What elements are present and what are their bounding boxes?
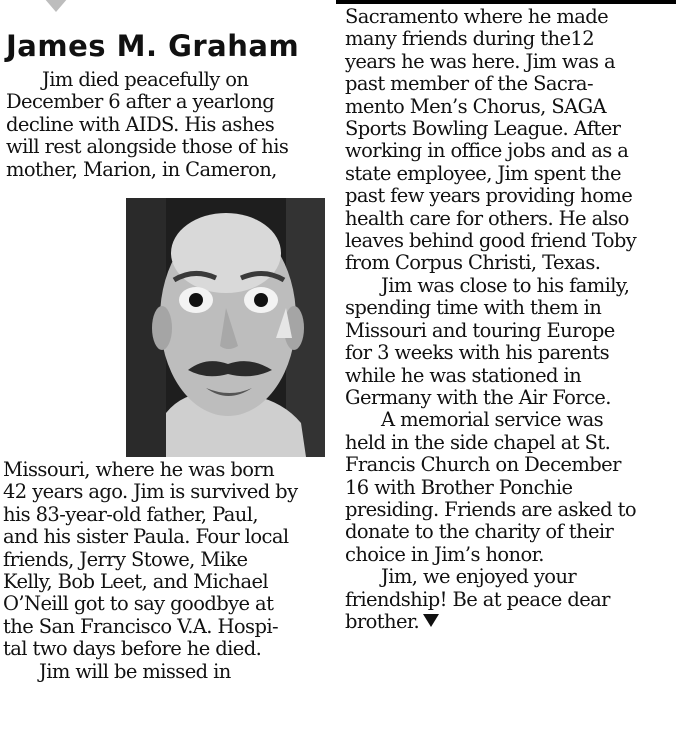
paragraph-line: leaves behind good friend Toby (345, 229, 637, 253)
paragraph-line: A memorial service was (381, 408, 604, 432)
paragraph-line: friends, Jerry Stowe, Mike (3, 547, 248, 571)
paragraph-line: mento Men’s Chorus, SAGA (345, 94, 607, 118)
paragraph-line: Kelly, Bob Leet, and Michael (3, 570, 269, 594)
portrait-photo-image (126, 198, 325, 457)
paragraph-line: past member of the Sacra- (345, 72, 593, 96)
paragraph-line: his 83-year-old father, Paul, (3, 502, 258, 526)
paragraph-line: Jim, we enjoyed your (381, 565, 577, 589)
paragraph-line: health care for others. He also (345, 206, 629, 230)
column-left-bottom (3, 459, 338, 683)
paragraph-line: decline with AIDS. His ashes (6, 112, 275, 136)
paragraph-line: Germany with the Air Force. (345, 385, 611, 409)
paragraph-line: tal two days before he died. (3, 637, 262, 661)
paragraph-line: state employee, Jim spent the (345, 161, 621, 185)
paragraph-line: the San Francisco V.A. Hospi- (3, 614, 278, 638)
paragraph-line: many friends during the12 (345, 27, 595, 51)
paragraph-line: Jim died peacefully on (42, 68, 249, 91)
paragraph-line: O’Neill got to say goodbye at (3, 592, 274, 616)
paragraph-line: Sacramento where he made (345, 5, 609, 28)
paragraph-line: Sports Bowling League. After (345, 117, 621, 141)
paragraph-line: and his sister Paula. Four local (3, 525, 289, 549)
paragraph-line: working in office jobs and as a (345, 139, 629, 163)
paragraph-line-final (345, 611, 675, 633)
paragraph-line: held in the side chapel at St. (345, 430, 611, 454)
portrait-photo (126, 198, 325, 457)
paragraph-line: Missouri, where he was born (3, 458, 275, 481)
column-left-top (6, 69, 336, 181)
column-right (345, 6, 675, 633)
paragraph-line: donate to the charity of their (345, 520, 614, 544)
paragraph-line: spending time with them in (345, 296, 602, 320)
paragraph-line: 42 years ago. Jim is survived by (3, 480, 298, 504)
paragraph-line: will rest alongside those of his (6, 135, 289, 159)
headline: James M. Graham (6, 29, 300, 63)
paragraph-line: past few years providing home (345, 184, 633, 208)
paragraph-line: Missouri and touring Europe (345, 318, 615, 342)
paragraph-line: for 3 weeks with his parents (345, 341, 609, 365)
paragraph-line: Jim will be missed in (39, 659, 231, 683)
paragraph-line: choice in Jim’s honor. (345, 542, 544, 566)
paragraph-line: while he was stationed in (345, 363, 582, 387)
top-rule (336, 0, 676, 4)
triangle-down-icon (44, 0, 68, 12)
paragraph-line: from Corpus Christi, Texas. (345, 251, 601, 275)
paragraph-line: years he was here. Jim was a (345, 49, 615, 73)
paragraph-line: Francis Church on December (345, 453, 621, 477)
paragraph-line: December 6 after a yearlong (6, 90, 275, 114)
closing-word: brother. (345, 609, 420, 633)
paragraph-line: 16 with Brother Ponchie (345, 475, 573, 499)
paragraph-line: Jim was close to his family, (381, 273, 630, 297)
paragraph-line: friendship! Be at peace dear (345, 587, 610, 611)
paragraph-line: presiding. Friends are asked to (345, 497, 636, 521)
end-triangle-icon (423, 614, 439, 627)
paragraph-line: mother, Marion, in Cameron, (6, 157, 277, 181)
